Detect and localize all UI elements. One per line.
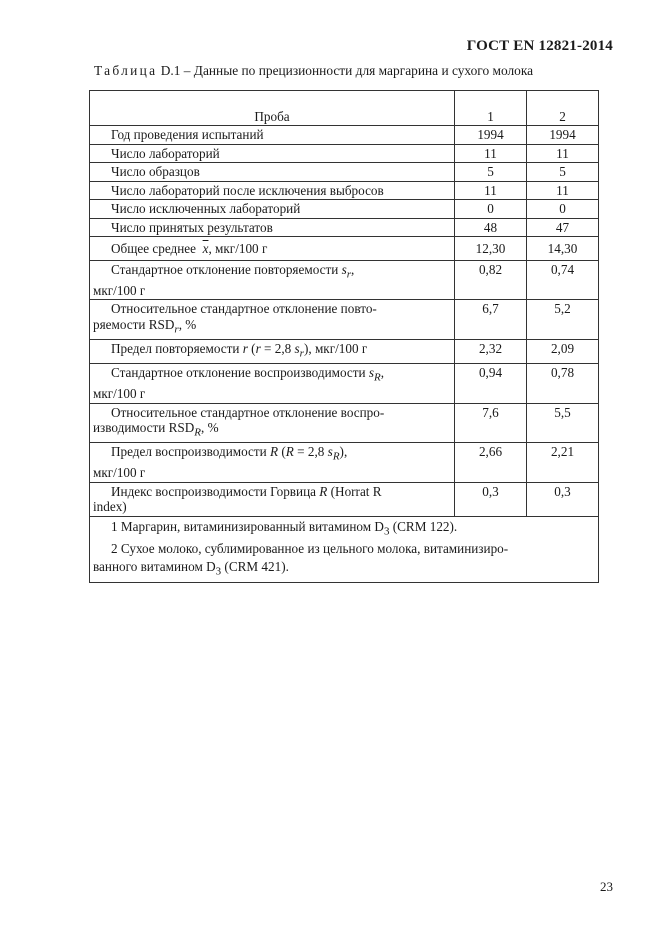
label-text: Индекс воспроизводимости Горвица — [111, 483, 316, 499]
note-tail: (CRM 421). — [221, 559, 289, 575]
table-row — [90, 144, 599, 163]
cell-value: 2,21 — [527, 443, 599, 483]
cell-value: 0 — [455, 200, 527, 219]
cell-value: 1994 — [527, 126, 599, 145]
row-label: Стандартное отклонение воспроизводимости $s_R$, мкг/100 г — [90, 363, 455, 403]
row-label: Число принятых результатов — [90, 218, 455, 237]
row-label — [90, 237, 455, 261]
subscript: r — [174, 323, 179, 336]
precision-data-table — [89, 90, 599, 583]
note-2 — [93, 540, 595, 558]
row-label: Предел воспроизводимости R (R = 2,8 $s_R$), мкг/100 г — [90, 443, 455, 483]
label-text-2: мкг/100 г — [93, 282, 146, 298]
cell-value: 5 — [455, 163, 527, 182]
row-label — [90, 300, 455, 340]
table-row — [90, 237, 599, 261]
cell-value: 11 — [455, 181, 527, 200]
label-text-2: изводимости RSD — [93, 420, 195, 436]
table-header-row — [90, 91, 599, 126]
label-text: Предел воспроизводимости — [111, 444, 267, 460]
table-row — [90, 260, 599, 300]
table-notes — [90, 516, 599, 582]
cell-value: 0,3 — [527, 482, 599, 516]
row-label: Стандартное отклонение повторяемости $s_r$, мкг/100 г — [90, 260, 455, 300]
cell-value: 1994 — [455, 126, 527, 145]
row-label — [90, 482, 455, 516]
label-tail: , % — [178, 316, 197, 332]
symbol: r — [242, 340, 248, 356]
caption-number: D.1 — [160, 63, 181, 78]
label-text: Предел повторяемости — [111, 340, 240, 356]
formula-symbol: r — [255, 340, 261, 356]
label-tail: , % — [201, 420, 219, 436]
cell-value: 11 — [527, 144, 599, 163]
label-text-2: мкг/100 г — [93, 386, 146, 402]
formula-text: = 2,8 — [260, 340, 295, 356]
note-2-continued — [93, 558, 595, 581]
row-label: Число лабораторий после исключения выбросов — [90, 181, 455, 200]
symbol: s — [368, 364, 375, 380]
cell-value: 2,66 — [455, 443, 527, 483]
label-text: Относительное стандартное отклонение повто- — [111, 301, 377, 317]
table-row — [90, 339, 599, 363]
table-row — [90, 482, 599, 516]
symbol: R — [319, 483, 328, 499]
label-mid: (Horrat R — [327, 483, 382, 499]
cell-value: 0 — [527, 200, 599, 219]
cell-value: 48 — [455, 218, 527, 237]
cell-value: 2,09 — [527, 339, 599, 363]
table-row — [90, 443, 599, 483]
note-text-2: ванного витамином D — [93, 559, 216, 575]
note-tail: (CRM 122). — [389, 518, 458, 534]
note-text: 2 Сухое молоко, сублимированное из цельного молока, витаминизиро- — [111, 541, 509, 557]
subscript: R — [374, 371, 381, 384]
cell-value: 5,5 — [527, 403, 599, 443]
row-label: Число лабораторий — [90, 144, 455, 163]
subscript: 3 — [383, 525, 390, 538]
subscript: R — [332, 450, 340, 463]
mean-symbol: $\overline{x}$ — [202, 241, 209, 256]
subscript: 3 — [215, 566, 222, 579]
document-standard-header: ГОСТ EN 12821-2014 — [466, 38, 613, 54]
column-header-2: 2 — [527, 91, 599, 126]
label-tail: , мкг/100 г — [208, 241, 268, 256]
label-text: Относительное стандартное отклонение воспро- — [111, 404, 385, 420]
cell-value: 12,30 — [455, 237, 527, 261]
label-tail: ), — [339, 444, 348, 460]
caption-title: – Данные по прецизионности для маргарина и сухого молока — [183, 63, 534, 78]
row-label: Предел повторяемости r (r = 2,8 $s_r$), мкг/100 г — [90, 339, 455, 363]
subscript: R — [194, 426, 202, 439]
row-label — [90, 403, 455, 443]
label-tail: ), мкг/100 г — [303, 340, 368, 356]
cell-value: 6,7 — [455, 300, 527, 340]
cell-value: 0,94 — [455, 363, 527, 403]
cell-value: 0,74 — [527, 260, 599, 300]
formula-text: = 2,8 — [293, 444, 328, 460]
formula-sd-symbol: s — [327, 444, 333, 460]
table-row — [90, 363, 599, 403]
label-text-2: ряемости RSD — [93, 316, 175, 332]
cell-value: 0,3 — [455, 482, 527, 516]
cell-value: 7,6 — [455, 403, 527, 443]
column-header-sample: Проба — [90, 91, 455, 126]
cell-value: 14,30 — [527, 237, 599, 261]
note-1 — [93, 518, 595, 541]
cell-value: 5 — [527, 163, 599, 182]
formula-symbol: R — [285, 444, 294, 460]
page-number: 23 — [600, 879, 613, 894]
table-caption — [94, 63, 613, 79]
table-row — [90, 300, 599, 340]
caption-word: Таблица — [94, 63, 158, 78]
label-text-2: мкг/100 г — [93, 465, 146, 481]
label-text: Общее среднее — [111, 241, 196, 256]
table-notes-row — [90, 516, 599, 582]
row-label: Число образцов — [90, 163, 455, 182]
label-text-2: index) — [93, 499, 127, 515]
row-label: Число исключенных лабораторий — [90, 200, 455, 219]
subscript: r — [346, 268, 352, 281]
table-row — [90, 163, 599, 182]
cell-value: 2,32 — [455, 339, 527, 363]
cell-value: 5,2 — [527, 300, 599, 340]
subscript: r — [299, 347, 304, 360]
symbol: R — [270, 444, 279, 460]
table-row — [90, 181, 599, 200]
cell-value: 0,78 — [527, 363, 599, 403]
table-row — [90, 126, 599, 145]
table-row — [90, 200, 599, 219]
formula-sd-symbol: s — [294, 340, 300, 356]
cell-value: 11 — [455, 144, 527, 163]
label-text: Стандартное отклонение повторяемости — [111, 261, 339, 277]
cell-value: 47 — [527, 218, 599, 237]
table-row — [90, 218, 599, 237]
label-text: Стандартное отклонение воспроизводимости — [111, 364, 366, 380]
row-label: Год проведения испытаний — [90, 126, 455, 145]
column-header-1: 1 — [455, 91, 527, 126]
table-row — [90, 403, 599, 443]
cell-value: 0,82 — [455, 260, 527, 300]
cell-value: 11 — [527, 181, 599, 200]
note-text: 1 Маргарин, витаминизированный витамином D — [111, 518, 384, 534]
symbol: s — [341, 261, 347, 277]
